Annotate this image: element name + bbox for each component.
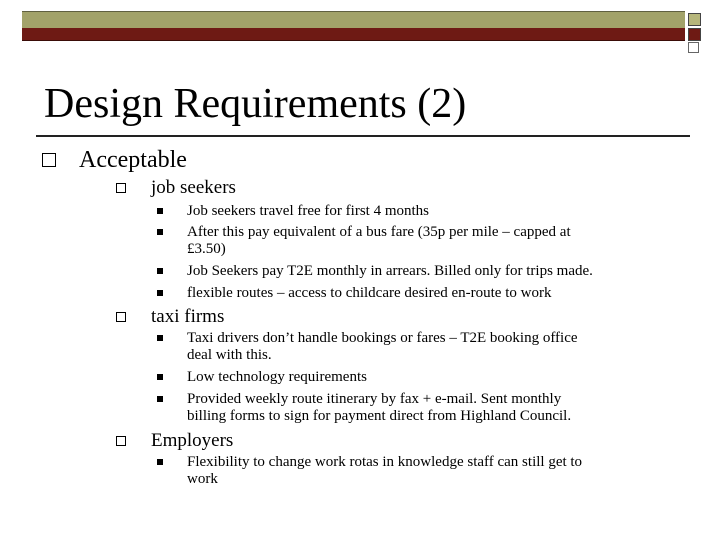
header-bar-olive [22, 11, 685, 29]
bullet-text: Low technology requirements [187, 369, 367, 385]
bullet-box-icon [116, 183, 126, 193]
bullet-text-continued: £3.50) [187, 241, 226, 257]
header-bar-maroon [22, 28, 685, 41]
bullet-box-icon [42, 153, 56, 167]
bullet-square-icon [157, 290, 163, 296]
group-heading-job-seekers: job seekers [151, 177, 236, 198]
corner-square-white [688, 42, 699, 53]
bullet-box-icon [116, 312, 126, 322]
bullet-text-continued: billing forms to sign for payment direct from Highland Council. [187, 408, 572, 424]
bullet-text: Job seekers travel free for first 4 months [187, 203, 430, 219]
bullet-square-icon [157, 268, 163, 274]
bullet-text: flexible routes – access to childcare desired en-route to work [187, 285, 552, 301]
bullet-text: Flexibility to change work rotas in knowledge staff can still get to [187, 454, 583, 470]
bullet-square-icon [157, 459, 163, 465]
bullet-text: After this pay equivalent of a bus fare (35p per mile – capped at [187, 224, 571, 240]
bullet-text: Job Seekers pay T2E monthly in arrears. Billed only for trips made. [187, 263, 593, 279]
bullet-square-icon [157, 374, 163, 380]
bullet-text-continued: deal with this. [187, 347, 272, 363]
bullet-square-icon [157, 335, 163, 341]
slide-title: Design Requirements (2) [44, 81, 467, 127]
corner-square-maroon [688, 28, 701, 41]
corner-square-olive [688, 13, 701, 26]
title-divider [36, 135, 690, 137]
bullet-square-icon [157, 229, 163, 235]
level1-heading: Acceptable [79, 147, 187, 173]
bullet-box-icon [116, 436, 126, 446]
bullet-text: Taxi drivers don’t handle bookings or fares – T2E booking office [187, 330, 578, 346]
bullet-text: Provided weekly route itinerary by fax + e-mail. Sent monthly [187, 391, 562, 407]
group-heading-employers: Employers [151, 430, 234, 451]
bullet-text-continued: work [187, 471, 218, 487]
bullet-square-icon [157, 208, 163, 214]
group-heading-taxi-firms: taxi firms [151, 306, 225, 327]
bullet-square-icon [157, 396, 163, 402]
